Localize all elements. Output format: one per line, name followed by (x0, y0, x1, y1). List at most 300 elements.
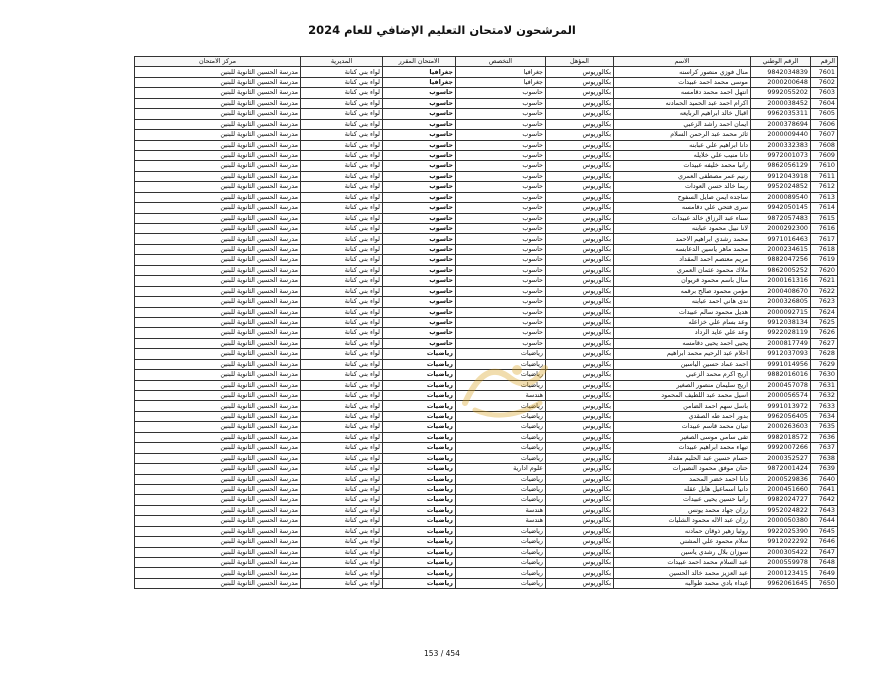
cell-qualification: بكالوريوس (546, 349, 614, 359)
cell-exam-center: مدرسة الحسين الثانوية للبنين (135, 224, 301, 234)
cell-exam-center: مدرسة الحسين الثانوية للبنين (135, 411, 301, 421)
cell-qualification: بكالوريوس (546, 578, 614, 588)
cell-exam-center: مدرسة الحسين الثانوية للبنين (135, 495, 301, 505)
cell-exam: رياضيات (383, 568, 456, 578)
cell-specialization: رياضيات (456, 547, 546, 557)
cell-exam-center: مدرسة الحسين الثانوية للبنين (135, 98, 301, 108)
cell-national-id: 9982024727 (751, 495, 811, 505)
cell-qualification: بكالوريوس (546, 150, 614, 160)
cell-exam: حاسوب (383, 297, 456, 307)
cell-exam: رياضيات (383, 443, 456, 453)
cell-exam: حاسوب (383, 140, 456, 150)
cell-exam-center: مدرسة الحسين الثانوية للبنين (135, 484, 301, 494)
table-row (135, 192, 838, 202)
cell-specialization: رياضيات (456, 578, 546, 588)
cell-name: ثائر محمد عبد الرحمن السلام (614, 130, 751, 140)
cell-directorate: لواء بني كنانة (301, 244, 383, 254)
cell-exam: جغرافيا (383, 67, 456, 77)
cell-directorate: لواء بني كنانة (301, 150, 383, 160)
cell-exam-center: مدرسة الحسين الثانوية للبنين (135, 526, 301, 536)
cell-qualification: بكالوريوس (546, 88, 614, 98)
cell-specialization: حاسوب (456, 150, 546, 160)
page-title: المرشحون لامتحان التعليم الإضافي للعام 2024 (308, 23, 576, 37)
cell-serial: 7616 (811, 224, 838, 234)
cell-directorate: لواء بني كنانة (301, 359, 383, 369)
cell-name: تيهاء محمد ابراهيم عبيدات (614, 443, 751, 453)
cell-national-id: 9991013972 (751, 401, 811, 411)
cell-exam-center: مدرسة الحسين الثانوية للبنين (135, 67, 301, 77)
cell-serial: 7608 (811, 140, 838, 150)
cell-serial: 7648 (811, 558, 838, 568)
table-row (135, 67, 838, 77)
table-row (135, 213, 838, 223)
cell-national-id: 9912038134 (751, 317, 811, 327)
table-row (135, 150, 838, 160)
cell-specialization: رياضيات (456, 349, 546, 359)
cell-exam: حاسوب (383, 192, 456, 202)
cell-serial: 7611 (811, 171, 838, 181)
cell-specialization: رياضيات (456, 432, 546, 442)
cell-specialization: رياضيات (456, 537, 546, 547)
cell-directorate: لواء بني كنانة (301, 422, 383, 432)
cell-name: دانيا اسماعيل هايل عقله (614, 484, 751, 494)
cell-directorate: لواء بني كنانة (301, 547, 383, 557)
table-row (135, 526, 838, 536)
cell-serial: 7609 (811, 150, 838, 160)
cell-specialization: حاسوب (456, 171, 546, 181)
cell-specialization: حاسوب (456, 224, 546, 234)
cell-national-id: 2000056574 (751, 391, 811, 401)
cell-serial: 7631 (811, 380, 838, 390)
cell-national-id: 9872001424 (751, 464, 811, 474)
cell-directorate: لواء بني كنانة (301, 317, 383, 327)
cell-exam-center: مدرسة الحسين الثانوية للبنين (135, 130, 301, 140)
cell-name: انتهل احمد محمد دقامسه (614, 88, 751, 98)
cell-qualification: بكالوريوس (546, 182, 614, 192)
cell-name: سلام محمود علي المشني (614, 537, 751, 547)
cell-specialization: رياضيات (456, 443, 546, 453)
table-row (135, 265, 838, 275)
cell-national-id: 2000292300 (751, 224, 811, 234)
cell-specialization: علوم ادارية (456, 464, 546, 474)
cell-qualification: بكالوريوس (546, 568, 614, 578)
cell-national-id: 2000092715 (751, 307, 811, 317)
cell-exam: رياضيات (383, 495, 456, 505)
cell-qualification: بكالوريوس (546, 370, 614, 380)
cell-exam-center: مدرسة الحسين الثانوية للبنين (135, 265, 301, 275)
cell-qualification: بكالوريوس (546, 495, 614, 505)
cell-directorate: لواء بني كنانة (301, 380, 383, 390)
cell-exam-center: مدرسة الحسين الثانوية للبنين (135, 453, 301, 463)
cell-serial: 7646 (811, 537, 838, 547)
cell-exam-center: مدرسة الحسين الثانوية للبنين (135, 234, 301, 244)
cell-national-id: 9992007266 (751, 443, 811, 453)
table-row (135, 171, 838, 181)
cell-exam-center: مدرسة الحسين الثانوية للبنين (135, 328, 301, 338)
cell-national-id: 9912043918 (751, 171, 811, 181)
cell-directorate: لواء بني كنانة (301, 297, 383, 307)
cell-serial: 7647 (811, 547, 838, 557)
cell-exam: رياضيات (383, 391, 456, 401)
cell-qualification: بكالوريوس (546, 203, 614, 213)
cell-qualification: بكالوريوس (546, 422, 614, 432)
cell-name: دانا ابراهيم علي عبابنه (614, 140, 751, 150)
cell-directorate: لواء بني كنانة (301, 119, 383, 129)
cell-qualification: بكالوريوس (546, 192, 614, 202)
cell-specialization: حاسوب (456, 244, 546, 254)
cell-serial: 7644 (811, 516, 838, 526)
cell-exam: رياضيات (383, 537, 456, 547)
cell-exam-center: مدرسة الحسين الثانوية للبنين (135, 380, 301, 390)
cell-exam-center: مدرسة الحسين الثانوية للبنين (135, 338, 301, 348)
table-row (135, 505, 838, 515)
table-row (135, 255, 838, 265)
cell-serial: 7612 (811, 182, 838, 192)
cell-national-id: 2000263603 (751, 422, 811, 432)
table-row (135, 495, 838, 505)
cell-qualification: بكالوريوس (546, 505, 614, 515)
cell-qualification: بكالوريوس (546, 516, 614, 526)
cell-national-id: 9862056129 (751, 161, 811, 171)
cell-specialization: رياضيات (456, 411, 546, 421)
cell-exam: رياضيات (383, 505, 456, 515)
cell-directorate: لواء بني كنانة (301, 265, 383, 275)
cell-exam-center: مدرسة الحسين الثانوية للبنين (135, 161, 301, 171)
cell-exam-center: مدرسة الحسين الثانوية للبنين (135, 547, 301, 557)
cell-qualification: بكالوريوس (546, 109, 614, 119)
table-row (135, 119, 838, 129)
table-row (135, 411, 838, 421)
cell-exam-center: مدرسة الحسين الثانوية للبنين (135, 182, 301, 192)
cell-national-id: 9862005252 (751, 265, 811, 275)
cell-directorate: لواء بني كنانة (301, 328, 383, 338)
cell-specialization: رياضيات (456, 380, 546, 390)
table-row (135, 578, 838, 588)
table-row (135, 516, 838, 526)
cell-directorate: لواء بني كنانة (301, 370, 383, 380)
cell-specialization: رياضيات (456, 484, 546, 494)
cell-exam-center: مدرسة الحسين الثانوية للبنين (135, 568, 301, 578)
table-row (135, 328, 838, 338)
cell-name: وعد علي عايد الرداد (614, 328, 751, 338)
cell-qualification: بكالوريوس (546, 276, 614, 286)
cell-qualification: بكالوريوس (546, 171, 614, 181)
cell-exam-center: مدرسة الحسين الثانوية للبنين (135, 119, 301, 129)
cell-specialization: حاسوب (456, 119, 546, 129)
cell-exam: رياضيات (383, 349, 456, 359)
cell-national-id: 9842034839 (751, 67, 811, 77)
table-row (135, 182, 838, 192)
cell-national-id: 2000009440 (751, 130, 811, 140)
cell-national-id: 2000817749 (751, 338, 811, 348)
cell-exam: حاسوب (383, 98, 456, 108)
cell-directorate: لواء بني كنانة (301, 98, 383, 108)
cell-national-id: 9912037093 (751, 349, 811, 359)
cell-name: روئيا زهير ذوقان حمادنه (614, 526, 751, 536)
cell-qualification: بكالوريوس (546, 526, 614, 536)
cell-specialization: حاسوب (456, 317, 546, 327)
cell-serial: 7618 (811, 244, 838, 254)
cell-serial: 7645 (811, 526, 838, 536)
cell-exam-center: مدرسة الحسين الثانوية للبنين (135, 307, 301, 317)
table-row (135, 130, 838, 140)
cell-specialization: حاسوب (456, 161, 546, 171)
cell-specialization: هندسة (456, 505, 546, 515)
cell-directorate: لواء بني كنانة (301, 276, 383, 286)
cell-exam-center: مدرسة الحسين الثانوية للبنين (135, 286, 301, 296)
cell-exam: رياضيات (383, 578, 456, 588)
cell-exam-center: مدرسة الحسين الثانوية للبنين (135, 422, 301, 432)
cell-qualification: بكالوريوس (546, 213, 614, 223)
cell-name: هديل محمود سالم عبيدات (614, 307, 751, 317)
cell-serial: 7640 (811, 474, 838, 484)
table-row (135, 359, 838, 369)
cell-qualification: بكالوريوس (546, 443, 614, 453)
cell-exam-center: مدرسة الحسين الثانوية للبنين (135, 140, 301, 150)
header-exam: الامتحان المقرر (383, 57, 456, 67)
cell-specialization: رياضيات (456, 526, 546, 536)
cell-national-id: 9992055202 (751, 88, 811, 98)
cell-national-id: 9982018572 (751, 432, 811, 442)
cell-national-id: 2000559978 (751, 558, 811, 568)
cell-exam: رياضيات (383, 484, 456, 494)
cell-exam-center: مدرسة الحسين الثانوية للبنين (135, 317, 301, 327)
cell-specialization: رياضيات (456, 453, 546, 463)
cell-national-id: 2000326805 (751, 297, 811, 307)
table-row (135, 234, 838, 244)
cell-national-id: 2000123415 (751, 568, 811, 578)
table-row (135, 391, 838, 401)
cell-national-id: 9972001073 (751, 150, 811, 160)
cell-exam: حاسوب (383, 150, 456, 160)
cell-national-id: 9991014956 (751, 359, 811, 369)
cell-qualification: بكالوريوس (546, 297, 614, 307)
table-row (135, 317, 838, 327)
cell-exam: رياضيات (383, 526, 456, 536)
table-row (135, 297, 838, 307)
cell-specialization: رياضيات (456, 359, 546, 369)
cell-serial: 7606 (811, 119, 838, 129)
table-row (135, 140, 838, 150)
cell-qualification: بكالوريوس (546, 77, 614, 87)
cell-exam-center: مدرسة الحسين الثانوية للبنين (135, 401, 301, 411)
table-row (135, 547, 838, 557)
cell-qualification: بكالوريوس (546, 484, 614, 494)
cell-specialization: رياضيات (456, 568, 546, 578)
cell-serial: 7620 (811, 265, 838, 275)
cell-directorate: لواء بني كنانة (301, 516, 383, 526)
cell-qualification: بكالوريوس (546, 338, 614, 348)
cell-serial: 7637 (811, 443, 838, 453)
cell-national-id: 9872057483 (751, 213, 811, 223)
cell-exam: رياضيات (383, 464, 456, 474)
cell-name: دانا احمد خضر المحمد (614, 474, 751, 484)
cell-qualification: بكالوريوس (546, 286, 614, 296)
cell-directorate: لواء بني كنانة (301, 130, 383, 140)
table-row (135, 88, 838, 98)
cell-name: ملاك محمود عثمان العمري (614, 265, 751, 275)
header-qualification: المؤهل (546, 57, 614, 67)
cell-exam-center: مدرسة الحسين الثانوية للبنين (135, 464, 301, 474)
cell-name: تقى سامي موسى الصغير (614, 432, 751, 442)
cell-exam: حاسوب (383, 328, 456, 338)
cell-directorate: لواء بني كنانة (301, 213, 383, 223)
cell-national-id: 9971016463 (751, 234, 811, 244)
cell-exam-center: مدرسة الحسين الثانوية للبنين (135, 297, 301, 307)
cell-name: دانا منيب علي خلايله (614, 150, 751, 160)
cell-specialization: جغرافيا (456, 77, 546, 87)
table-row (135, 484, 838, 494)
cell-name: محمد رشدي ابراهيم الاحمد (614, 234, 751, 244)
cell-directorate: لواء بني كنانة (301, 286, 383, 296)
table-row (135, 276, 838, 286)
cell-name: احلام عبد الرحيم محمد ابراهيم (614, 349, 751, 359)
cell-qualification: بكالوريوس (546, 474, 614, 484)
table-row (135, 161, 838, 171)
cell-name: موسى محمد احمد عبيدات (614, 77, 751, 87)
cell-name: حسام حسين عبد الحليم مقداد (614, 453, 751, 463)
cell-serial: 7635 (811, 422, 838, 432)
cell-serial: 7636 (811, 432, 838, 442)
cell-national-id: 2000332383 (751, 140, 811, 150)
cell-name: يحيى احمد يحيى دقامسه (614, 338, 751, 348)
cell-specialization: حاسوب (456, 192, 546, 202)
cell-name: اسيل محمد عبد اللطيف المحمود (614, 391, 751, 401)
header-specialization: التخصص (456, 57, 546, 67)
cell-exam: رياضيات (383, 516, 456, 526)
cell-directorate: لواء بني كنانة (301, 140, 383, 150)
cell-specialization: حاسوب (456, 234, 546, 244)
cell-national-id: 9962061645 (751, 578, 811, 588)
cell-exam: حاسوب (383, 276, 456, 286)
cell-qualification: بكالوريوس (546, 380, 614, 390)
table-row (135, 338, 838, 348)
cell-qualification: بكالوريوس (546, 234, 614, 244)
cell-exam: رياضيات (383, 380, 456, 390)
table-row (135, 98, 838, 108)
cell-serial: 7639 (811, 464, 838, 474)
cell-exam-center: مدرسة الحسين الثانوية للبنين (135, 578, 301, 588)
cell-exam-center: مدرسة الحسين الثانوية للبنين (135, 432, 301, 442)
table-row (135, 109, 838, 119)
cell-exam: حاسوب (383, 109, 456, 119)
cell-qualification: بكالوريوس (546, 317, 614, 327)
cell-directorate: لواء بني كنانة (301, 349, 383, 359)
table-row (135, 474, 838, 484)
cell-name: محمد ماهر ياسين الدعابسه (614, 244, 751, 254)
cell-exam-center: مدرسة الحسين الثانوية للبنين (135, 349, 301, 359)
cell-exam: حاسوب (383, 255, 456, 265)
cell-name: رنيم عمر مصطفى العمري (614, 171, 751, 181)
cell-national-id: 2000200648 (751, 77, 811, 87)
cell-exam-center: مدرسة الحسين الثانوية للبنين (135, 359, 301, 369)
cell-directorate: لواء بني كنانة (301, 338, 383, 348)
cell-exam-center: مدرسة الحسين الثانوية للبنين (135, 109, 301, 119)
cell-serial: 7615 (811, 213, 838, 223)
cell-national-id: 2000234615 (751, 244, 811, 254)
cell-directorate: لواء بني كنانة (301, 464, 383, 474)
cell-exam: حاسوب (383, 213, 456, 223)
cell-specialization: حاسوب (456, 203, 546, 213)
cell-directorate: لواء بني كنانة (301, 495, 383, 505)
cell-qualification: بكالوريوس (546, 328, 614, 338)
cell-name: مؤمن محمود صالح برقمه (614, 286, 751, 296)
table-row (135, 77, 838, 87)
table-row (135, 453, 838, 463)
table-row (135, 401, 838, 411)
cell-national-id: 9942050145 (751, 203, 811, 213)
cell-specialization: حاسوب (456, 130, 546, 140)
cell-exam: حاسوب (383, 182, 456, 192)
cell-qualification: بكالوريوس (546, 411, 614, 421)
cell-name: رزان جهاد محمد يونس (614, 505, 751, 515)
cell-specialization: حاسوب (456, 328, 546, 338)
cell-specialization: رياضيات (456, 370, 546, 380)
cell-name: رانيا محمد خليفه عبيدات (614, 161, 751, 171)
cell-serial: 7649 (811, 568, 838, 578)
cell-specialization: حاسوب (456, 265, 546, 275)
table-row (135, 370, 838, 380)
cell-specialization: رياضيات (456, 474, 546, 484)
cell-serial: 7604 (811, 98, 838, 108)
table-row (135, 349, 838, 359)
cell-name: اقبال خالد ابراهيم الربايعه (614, 109, 751, 119)
table-row (135, 443, 838, 453)
cell-name: عبد السلام محمد احمد عبيدات (614, 558, 751, 568)
cell-serial: 7610 (811, 161, 838, 171)
cell-name: عبد العزيز محمد خالد الحسين (614, 568, 751, 578)
table-row (135, 203, 838, 213)
cell-name: باسل سهم احمد الضامن (614, 401, 751, 411)
cell-qualification: بكالوريوس (546, 265, 614, 275)
cell-name: اريج سليمان منصور الصغير (614, 380, 751, 390)
cell-name: تبيان محمد قاسم عبيدات (614, 422, 751, 432)
cell-qualification: بكالوريوس (546, 161, 614, 171)
cell-exam: رياضيات (383, 547, 456, 557)
header-national-id: الرقم الوطني (751, 57, 811, 67)
cell-national-id: 9922025390 (751, 526, 811, 536)
cell-exam-center: مدرسة الحسين الثانوية للبنين (135, 474, 301, 484)
cell-qualification: بكالوريوس (546, 391, 614, 401)
cell-directorate: لواء بني كنانة (301, 88, 383, 98)
cell-serial: 7622 (811, 286, 838, 296)
cell-specialization: رياضيات (456, 495, 546, 505)
cell-specialization: حاسوب (456, 182, 546, 192)
cell-serial: 7628 (811, 349, 838, 359)
cell-serial: 7614 (811, 203, 838, 213)
cell-exam-center: مدرسة الحسين الثانوية للبنين (135, 516, 301, 526)
cell-exam: حاسوب (383, 265, 456, 275)
cell-national-id: 9882016016 (751, 370, 811, 380)
cell-exam: حاسوب (383, 234, 456, 244)
cell-exam: رياضيات (383, 558, 456, 568)
cell-exam: رياضيات (383, 432, 456, 442)
cell-serial: 7613 (811, 192, 838, 202)
cell-national-id: 2000305422 (751, 547, 811, 557)
table-row (135, 307, 838, 317)
cell-qualification: بكالوريوس (546, 244, 614, 254)
cell-serial: 7617 (811, 234, 838, 244)
cell-exam-center: مدرسة الحسين الثانوية للبنين (135, 203, 301, 213)
cell-directorate: لواء بني كنانة (301, 505, 383, 515)
cell-specialization: حاسوب (456, 276, 546, 286)
cell-exam-center: مدرسة الحسين الثانوية للبنين (135, 77, 301, 87)
cell-national-id: 2000457078 (751, 380, 811, 390)
cell-qualification: بكالوريوس (546, 98, 614, 108)
cell-qualification: بكالوريوس (546, 119, 614, 129)
cell-qualification: بكالوريوس (546, 140, 614, 150)
cell-name: اريج اكرم محمد الزعبي (614, 370, 751, 380)
